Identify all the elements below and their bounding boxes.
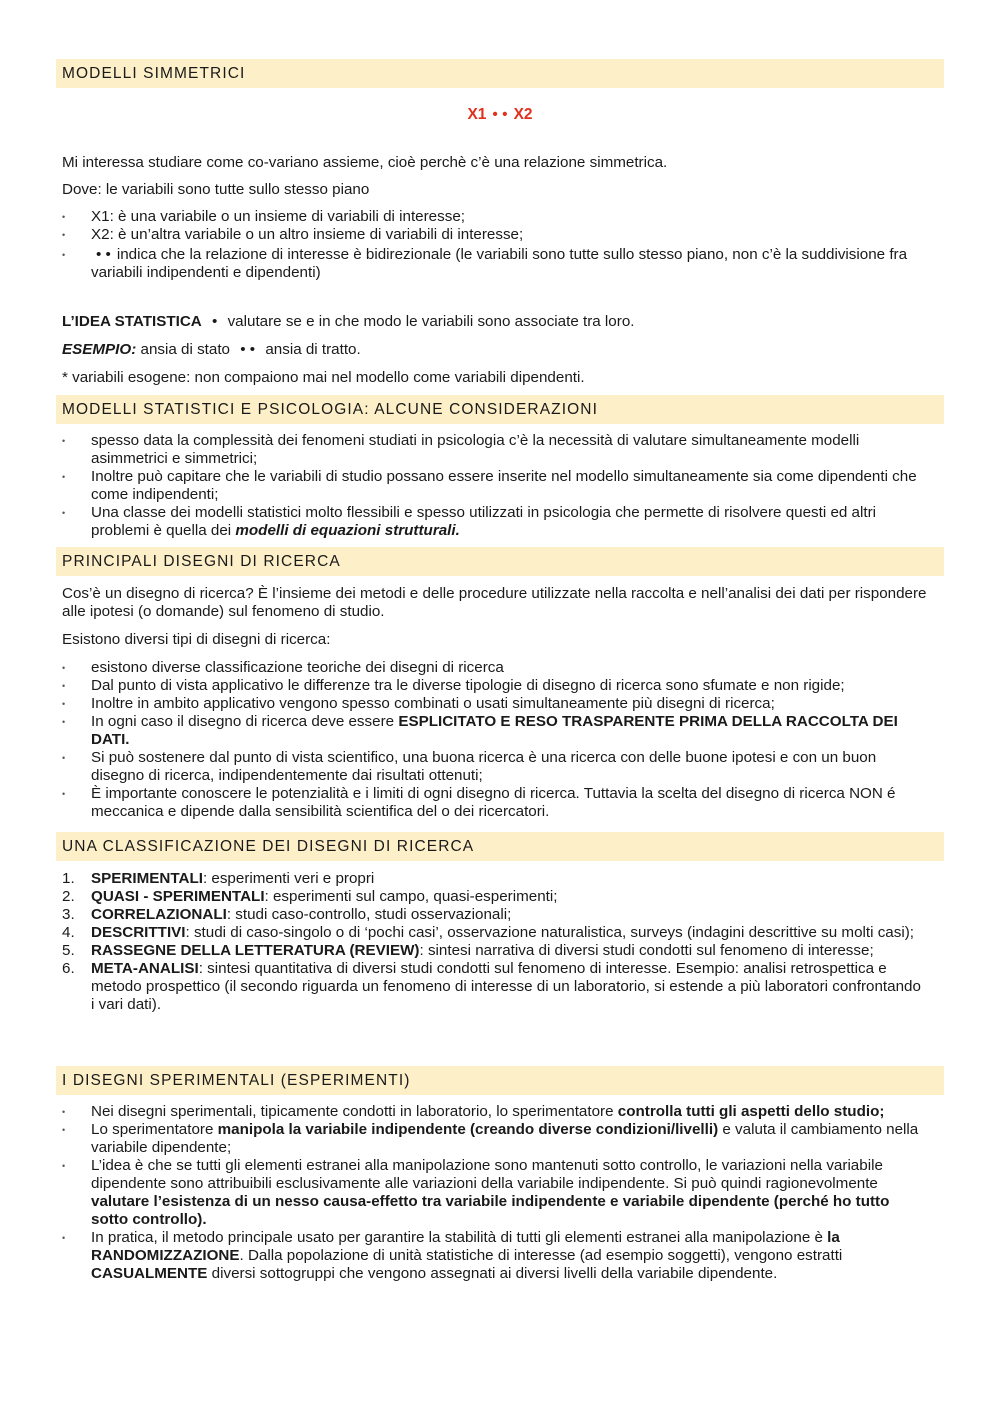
list-number: 1. (62, 870, 75, 887)
list-item (62, 677, 926, 695)
list-item (62, 888, 926, 906)
section-heading-classificazione: UNA CLASSIFICAZIONE DEI DISEGNI DI RICERCA (56, 832, 944, 861)
list-item-text: : esperimenti veri e propri (202, 870, 375, 887)
example-dots: • • (240, 341, 256, 358)
list-item (62, 942, 926, 960)
list-number: 5. (62, 942, 75, 959)
list-item-emphasis: modelli di equazioni strutturali. (235, 522, 460, 539)
bullet-icon: • (62, 230, 66, 240)
list-number: 6. (62, 960, 75, 977)
bullet-icon: • (62, 212, 66, 222)
list-item (62, 208, 926, 226)
list-number: 3. (62, 906, 75, 923)
idea-dot: • (212, 313, 218, 330)
bullet-icon: • (62, 789, 66, 799)
list-number: 4. (62, 924, 75, 941)
list-item-text: Inoltre può capitare che le variabili di studio possano essere inserite nel modello simultaneamente sia come dipendenti che come indipendenti; (91, 468, 917, 503)
list-item (62, 246, 926, 282)
bullet-icon: • (62, 436, 66, 446)
bullet-list (62, 1103, 926, 1283)
bullet-icon: • (62, 663, 66, 673)
bullet-icon: • (62, 753, 66, 763)
paragraph: Esistono diversi tipi di disegni di ricerca: (62, 631, 331, 648)
list-item-text: L’idea è che se tutti gli elementi estranei alla manipolazione sono mantenuti sotto controllo, le variazioni nella variabile dipendente sono attribuibili esclusivamente alle variazioni della variabile indipendente. Si può quindi ragionevolmente (91, 1157, 883, 1192)
list-item-text: Una classe dei modelli statistici molto flessibili e spesso utilizzati in psicologia che permette di risolvere questi ed altri problemi è quella dei (91, 504, 877, 539)
bullet-icon: • (62, 508, 66, 518)
list-item-text: spesso data la complessità dei fenomeni studiati in psicologia c’è la necessità di valutare simultaneamente modelli asimmetrici e simmetrici; (91, 432, 860, 467)
list-item (62, 1157, 926, 1229)
bullet-icon: • (62, 1161, 66, 1171)
footnote: * variabili esogene: non compaiono mai nel modello come variabili dipendenti. (62, 369, 585, 386)
list-item-text: : sintesi quantitativa di diversi studi condotti sul fenomeno di interesse. Esempio: analisi retrospettica e metodo prospettico (il secondo riguarda un fenomeno di interesse di un laboratorio, si estende a più laboratori confrontando i vari dati). (91, 960, 921, 1013)
list-item (62, 749, 926, 785)
list-item (62, 1229, 926, 1283)
list-item (62, 870, 926, 888)
list-item-text: : studi di caso-singolo o di ‘pochi casi’, osservazione naturalistica, surveys (indagini descrittive su molti casi); (185, 924, 914, 941)
paragraph: Mi interessa studiare come co-variano assieme, cioè perchè c’è una relazione simmetrica. (62, 154, 668, 171)
symmetric-formula (0, 106, 1000, 124)
list-item-text: e valuta il cambiamento nella variabile dipendente; (91, 1121, 919, 1156)
bullet-list (62, 659, 926, 821)
list-item-text: : esperimenti sul campo, quasi-esperimenti; (264, 888, 558, 905)
list-item-text: Inoltre in ambito applicativo vengono spesso combinati o usati simultaneamente più disegni di ricerca; (91, 695, 775, 712)
list-item-emphasis: la RANDOMIZZAZIONE (91, 1229, 840, 1264)
list-item-text: Nei disegni sperimentali, tipicamente condotti in laboratorio, lo sperimentatore (91, 1103, 614, 1120)
list-item-text: : sintesi narrativa di diversi studi condotti sul fenomeno di interesse; (419, 942, 874, 959)
formula-dots: • • (492, 106, 508, 123)
paragraph: Dove: le variabili sono tutte sullo stesso piano (62, 181, 370, 198)
list-item-text: Dal punto di vista applicativo le differenze tra le diverse tipologie di disegno di ricerca sono sfumate e non rigide; (91, 677, 845, 694)
list-item (62, 695, 926, 713)
list-item-label: DESCRITTIVI (91, 924, 186, 941)
section-heading-considerazioni: MODELLI STATISTICI E PSICOLOGIA: ALCUNE CONSIDERAZIONI (56, 395, 944, 424)
list-item-label: META-ANALISI (91, 960, 199, 977)
list-item-text: indica che la relazione di interesse è bidirezionale (le variabili sono tutte sullo stesso piano, non c’è la suddivisione fra variabili indipendenti e dipendenti) (91, 246, 908, 281)
paragraph: Cos’è un disegno di ricerca? È l’insieme dei metodi e delle procedure utilizzate nella raccolta e nell’analisi dei dati per rispondere alle ipotesi (o domande) sul fenomeno di studio. (62, 585, 927, 620)
list-item-label: SPERIMENTALI (91, 870, 203, 887)
list-item-emphasis: controlla tutti gli aspetti dello studio; (617, 1103, 885, 1120)
list-item (62, 924, 926, 942)
list-item-emphasis: ESPLICITATO E RESO TRASPARENTE PRIMA DELLA RACCOLTA DEI DATI. (91, 713, 898, 748)
list-item (62, 432, 926, 468)
list-item-text: X1: è una variabile o un insieme di variabili di interesse; (91, 208, 465, 225)
list-item (62, 906, 926, 924)
list-item-text: . Dalla popolazione di unità statistiche di interesse (ad esempio soggetti), vengono estratti (239, 1247, 843, 1264)
numbered-list (62, 870, 926, 1014)
bullet-list (62, 432, 926, 540)
list-item (62, 504, 926, 540)
formula-x1: X1 (467, 106, 487, 123)
list-number: 2. (62, 888, 75, 905)
example-label: ESEMPIO: (62, 341, 137, 358)
list-item (62, 960, 926, 1014)
example-b: ansia di tratto. (265, 341, 361, 358)
idea-text: valutare se e in che modo le variabili sono associate tra loro. (227, 313, 635, 330)
list-item-text: esistono diverse classificazione teoriche dei disegni di ricerca (91, 659, 504, 676)
list-item-label: CORRELAZIONALI (91, 906, 227, 923)
list-item-text: diversi sottogruppi che vengono assegnati ai diversi livelli della variabile dipendente. (211, 1265, 778, 1282)
list-item-label: RASSEGNE DELLA LETTERATURA (REVIEW) (91, 942, 420, 959)
list-item (62, 468, 926, 504)
list-item (62, 1103, 926, 1121)
formula-x2: X2 (513, 106, 533, 123)
bullet-list (62, 208, 926, 282)
bullet-icon: • (62, 1233, 66, 1243)
list-item-text: In pratica, il metodo principale usato per garantire la stabilità di tutti gli elementi estranei alla manipolazione è (91, 1229, 823, 1246)
list-item-emphasis: valutare l’esistenza di un nesso causa-effetto tra variabile indipendente e variabile dipendente (perché ho tutto sotto controllo). (91, 1193, 890, 1228)
bullet-icon: • (62, 699, 66, 709)
bullet-icon: • (62, 717, 66, 727)
list-item (62, 713, 926, 749)
list-item-text: Si può sostenere dal punto di vista scientifico, una buona ricerca è una ricerca con delle buone ipotesi e con un buon disegno di ricerca, indipendentemente dai risultati ottenuti; (91, 749, 877, 784)
bullet-icon: • (62, 472, 66, 482)
section-heading-disegni-di-ricerca: PRINCIPALI DISEGNI DI RICERCA (56, 547, 944, 576)
example-a: ansia di stato (140, 341, 230, 358)
bidirectional-dots: • • (96, 246, 111, 263)
example-line (62, 341, 942, 359)
list-item (62, 1121, 926, 1157)
bullet-icon: • (62, 681, 66, 691)
list-item-text: Lo sperimentatore (91, 1121, 214, 1138)
bullet-icon: • (62, 1125, 66, 1135)
list-item-text: : studi caso-controllo, studi osservazionali; (226, 906, 512, 923)
idea-statistica (62, 313, 942, 331)
bullet-icon: • (62, 1107, 66, 1117)
list-item (62, 226, 926, 244)
list-item-text: È importante conoscere le potenzialità e i limiti di ogni disegno di ricerca. Tuttavia la scelta del disegno di ricerca NON é meccanica e dipende dalla sensibilità scientifica del o dei ricercatori. (91, 785, 896, 820)
list-item (62, 659, 926, 677)
list-item-label: QUASI - SPERIMENTALI (91, 888, 265, 905)
bullet-icon: • (62, 250, 66, 260)
section-heading-modelli-simmetrici: MODELLI SIMMETRICI (56, 59, 944, 88)
list-item-emphasis: manipola la variabile indipendente (creando diverse condizioni/livelli) (217, 1121, 719, 1138)
list-item-emphasis: CASUALMENTE (91, 1265, 208, 1282)
list-item-text: X2: è un’altra variabile o un altro insieme di variabili di interesse; (91, 226, 524, 243)
section-heading-disegni-sperimentali: I DISEGNI SPERIMENTALI (ESPERIMENTI) (56, 1066, 944, 1095)
idea-label: L’IDEA STATISTICA (62, 313, 202, 330)
list-item-text: In ogni caso il disegno di ricerca deve essere (91, 713, 395, 730)
list-item (62, 785, 926, 821)
